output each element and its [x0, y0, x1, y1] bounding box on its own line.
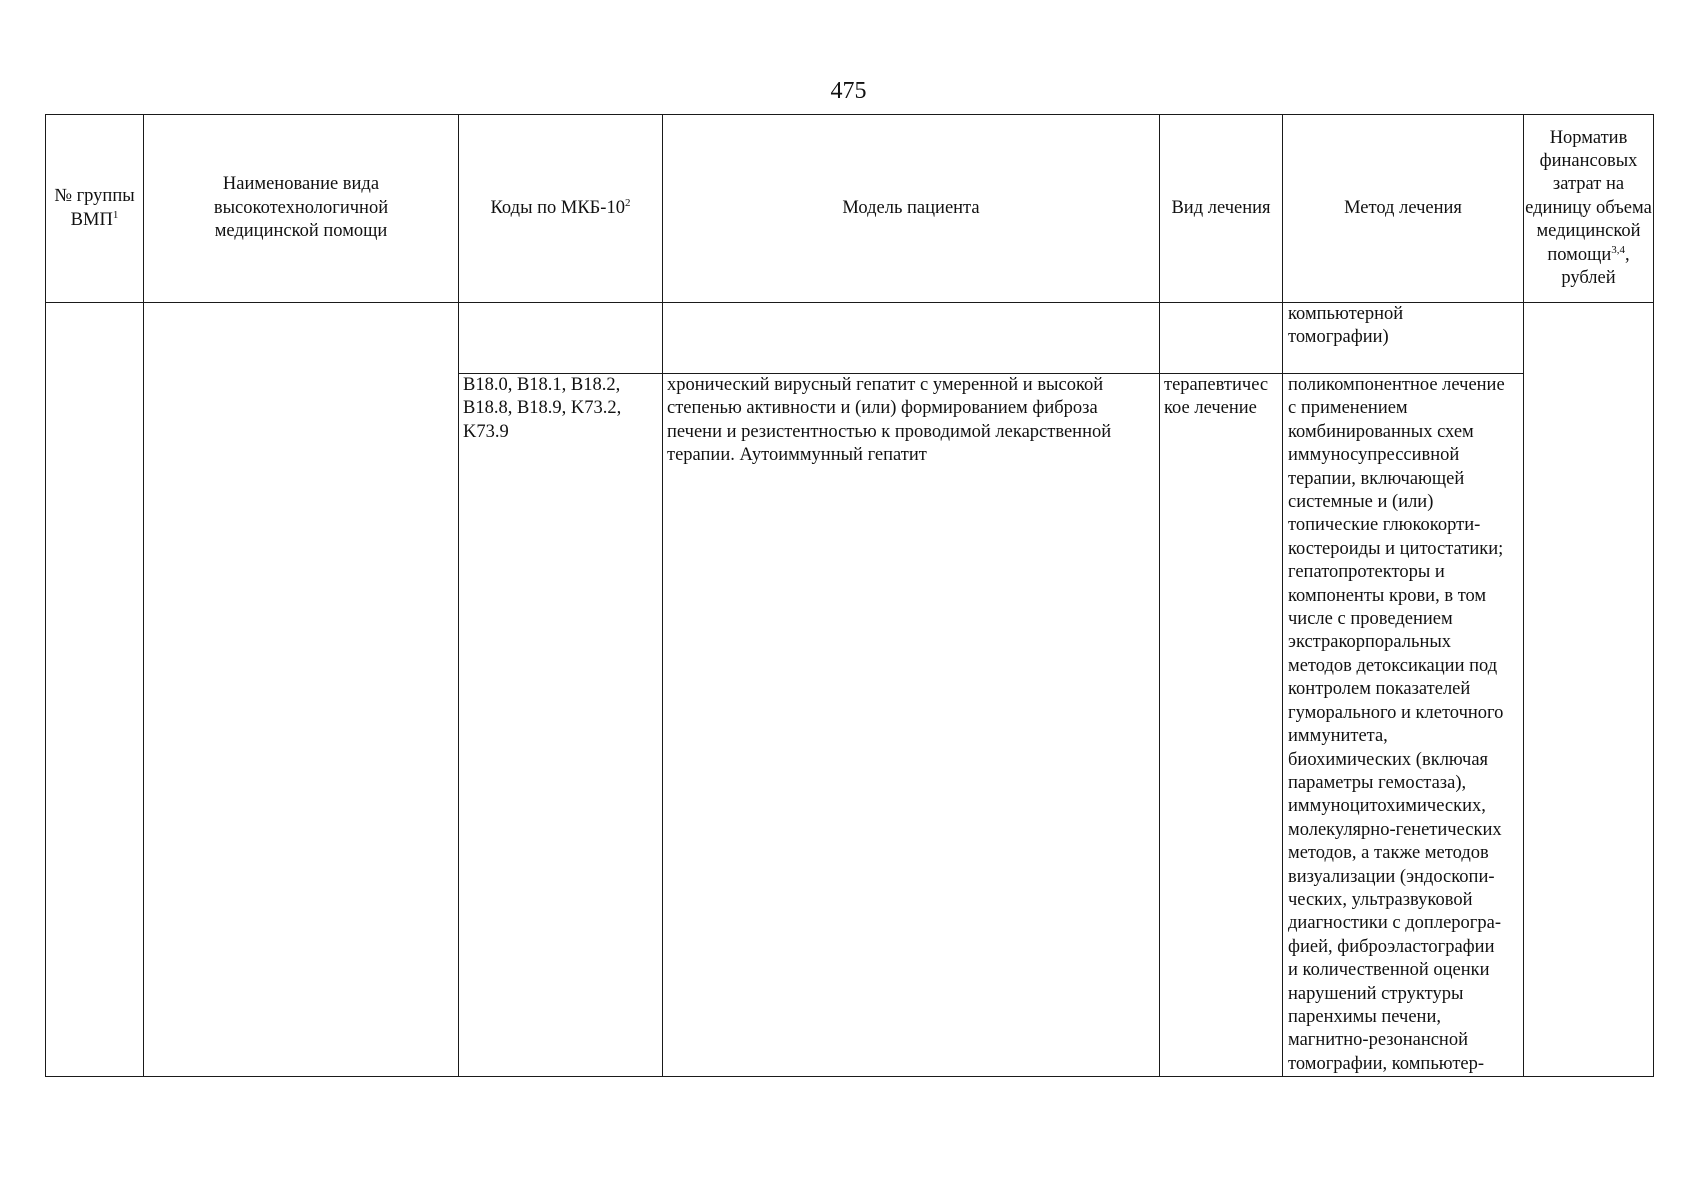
cell-group-no: [46, 303, 144, 1077]
cell-treatment-method: [1283, 303, 1524, 374]
header-treatment-type: [1160, 115, 1283, 303]
header-group-no-label: № группы ВМП: [54, 186, 135, 230]
header-patient-model: [663, 115, 1160, 303]
header-norm-footnote: 3,4: [1611, 243, 1626, 256]
header-codes: [459, 115, 663, 303]
treatment-type-text: терапевтическое лечение: [1164, 375, 1269, 419]
header-codes-footnote: 2: [624, 196, 631, 209]
cell-codes: [459, 303, 663, 374]
vmp-table: [45, 114, 1654, 1077]
cell-codes: [459, 374, 663, 1077]
treatment-method-text: компьютерной томографии): [1288, 304, 1404, 348]
header-treatment-method-label: Метод лечения: [1344, 197, 1462, 218]
header-norm: [1524, 115, 1654, 303]
cell-patient-model: [663, 303, 1160, 374]
patient-model-text: хронический вирусный гепатит с умеренной и высокой степенью активности и (или) формированием фиброза печени и резистентностью к проводимой лекарственной терапии. Аутоиммунный гепатит: [667, 375, 1112, 466]
header-group-no-footnote: 1: [112, 208, 119, 221]
header-group-no: [46, 115, 144, 303]
header-name-label: Наименование вида высокотехнологичной медицинской помощи: [213, 174, 389, 242]
treatment-method-text: поликомпонентное лечение с применением комбинированных схем иммуносупрессивной терапии, включающей системные и (или) топические глюкокорти- костероиды и цитостатики; гепатопротекторы и компоненты крови, в том числе с проведением экстракорпоральных методов детоксикации под контролем показателей гуморального и клеточного иммунитета, биохимических (включая параметры гемостаза), иммуноцитохимических, молекулярно-генетических методов, а также методов визуализации (эндоскопи- ческих, ультразвуковой диагностики с доплерогра- фией, фиброэластографии и количественной оценки нарушений структуры паренхимы печени, магнитно-резонансной томографии, компьютер-: [1288, 375, 1505, 1074]
header-row: [46, 115, 1654, 303]
header-patient-model-label: Модель пациента: [842, 197, 980, 218]
codes-text: B18.0, B18.1, B18.2, B18.8, B18.9, K73.2, K73.9: [463, 375, 622, 442]
cell-treatment-type: [1160, 374, 1283, 1077]
cell-norm: [1524, 303, 1654, 1077]
page-number: 475: [830, 78, 867, 104]
cell-name: [144, 303, 459, 1077]
header-treatment-method: [1283, 115, 1524, 303]
cell-treatment-type: [1160, 303, 1283, 374]
table-row: [46, 303, 1654, 374]
header-norm-suffix: , рублей: [1561, 244, 1630, 289]
header-name: [144, 115, 459, 303]
cell-treatment-method: [1283, 374, 1524, 1077]
header-treatment-type-label: Вид лечения: [1171, 197, 1271, 218]
cell-patient-model: [663, 374, 1160, 1077]
header-codes-label: Коды по МКБ-10: [490, 197, 625, 218]
header-norm-label: Норматив финансовых затрат на единицу объема медицинской помощи: [1525, 127, 1652, 265]
